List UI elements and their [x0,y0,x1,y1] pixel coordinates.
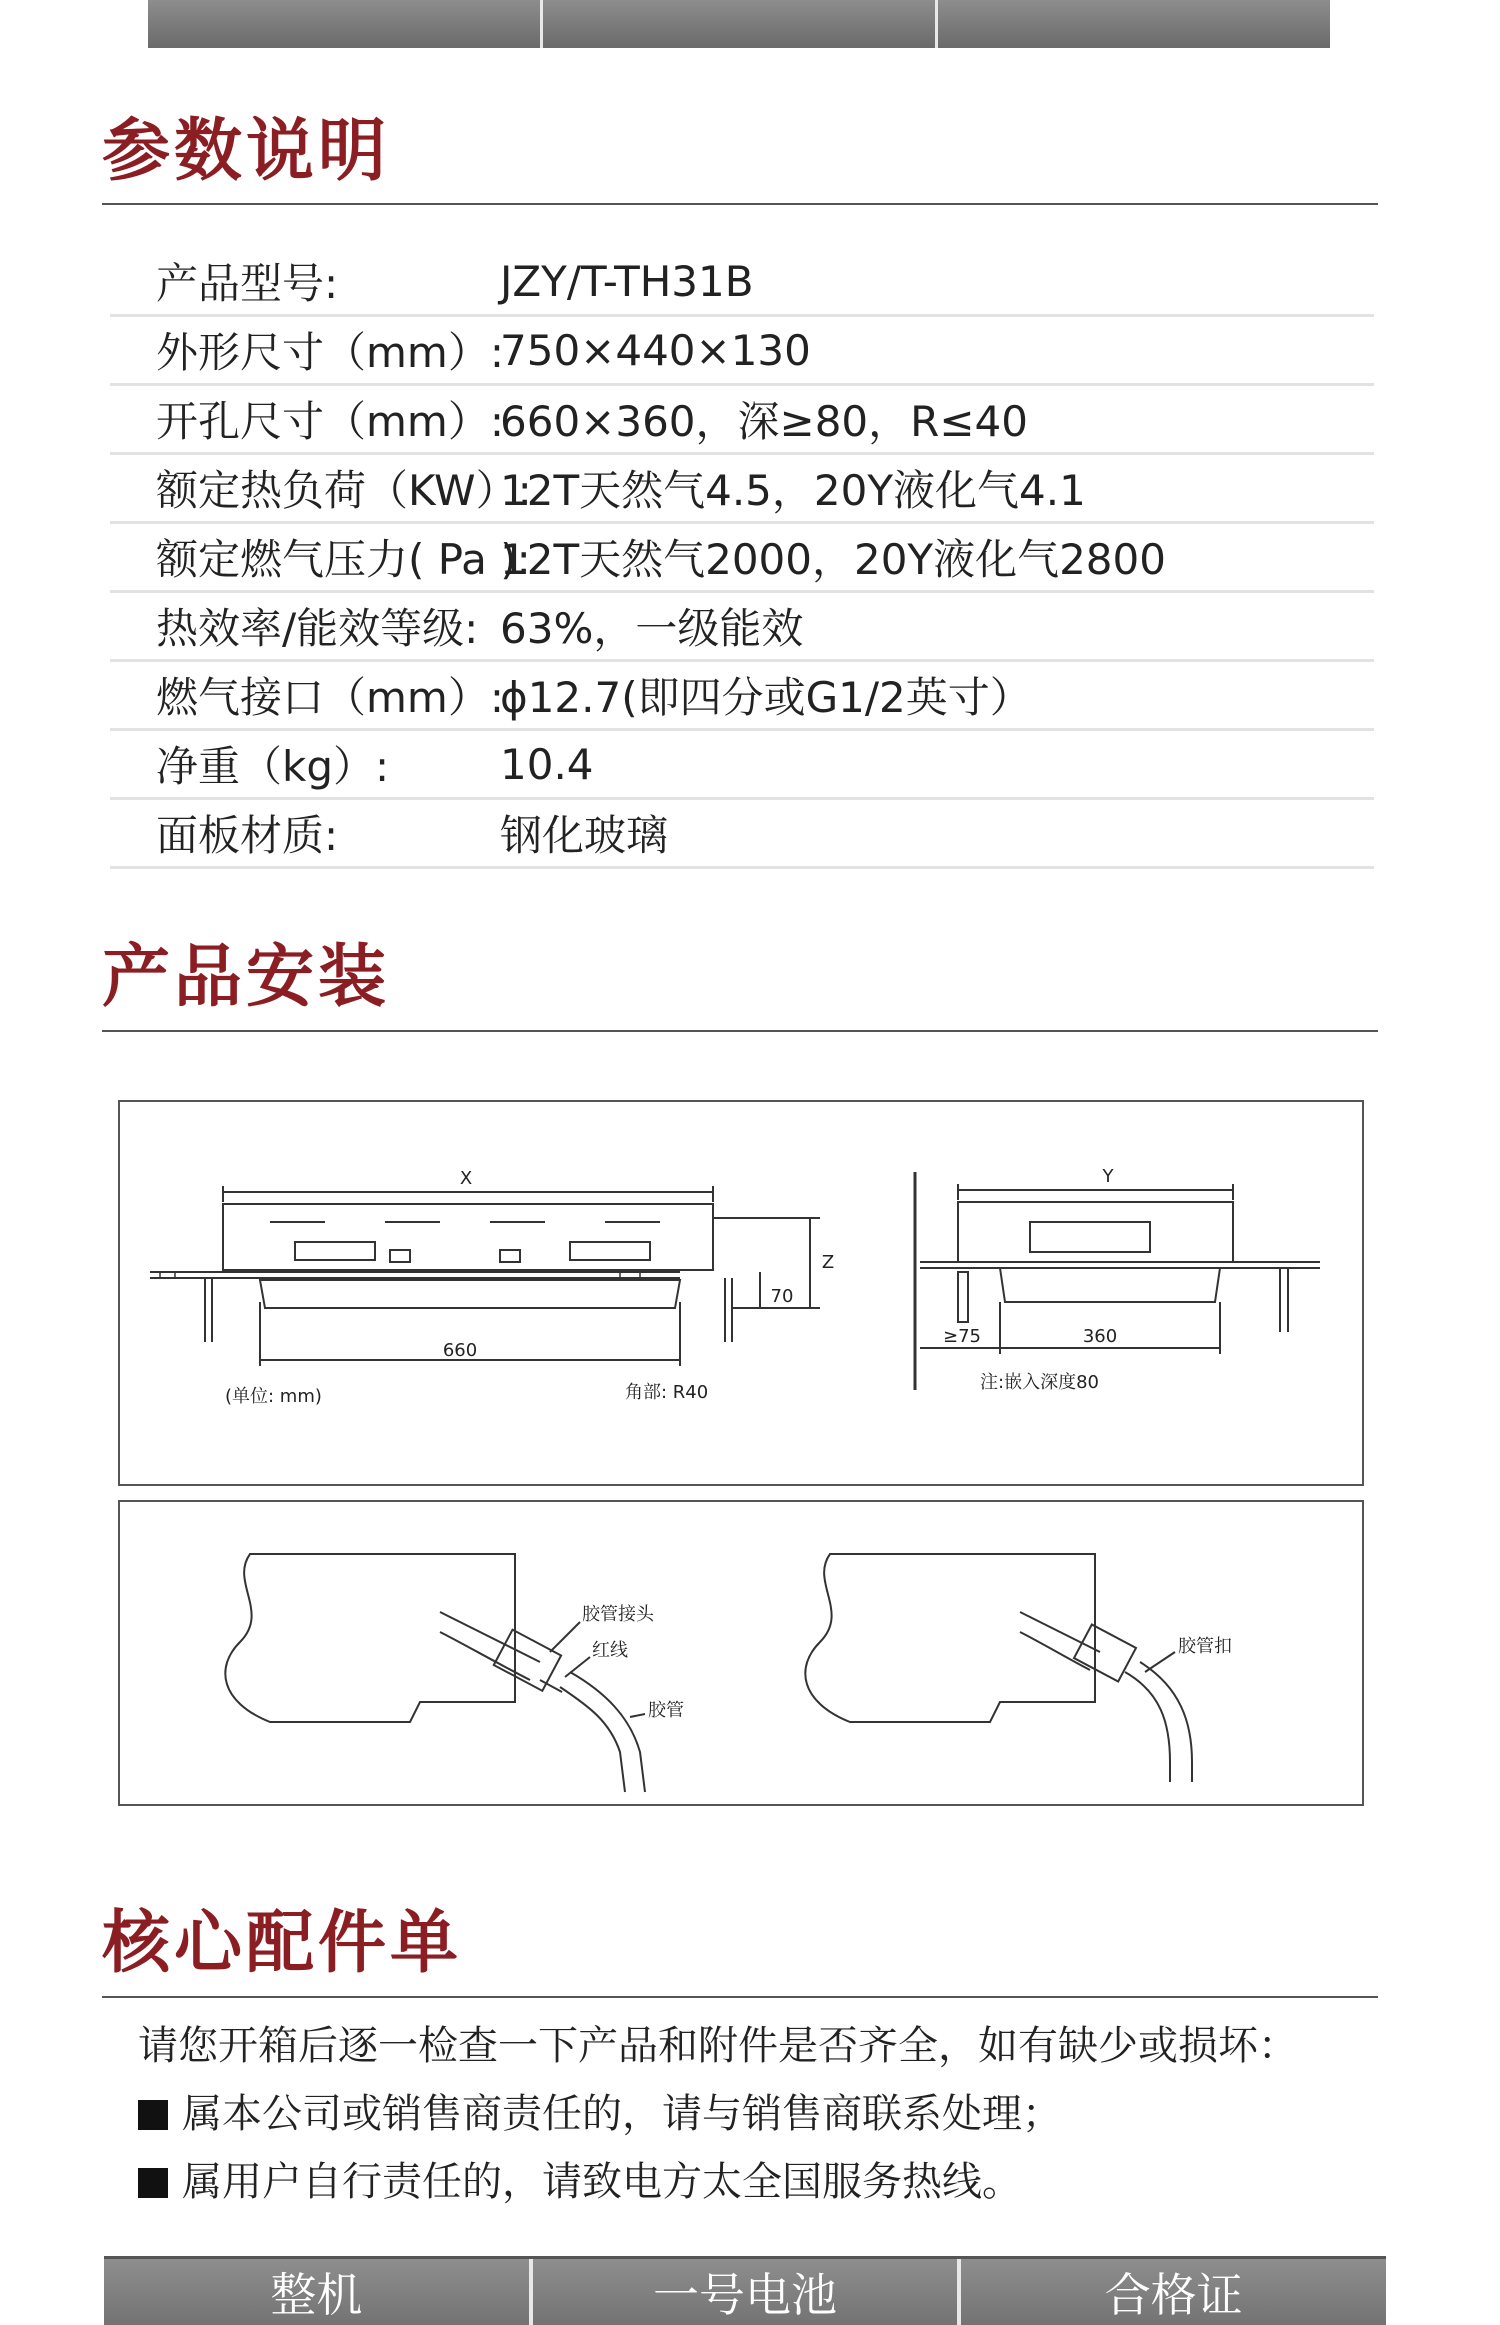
burner-left [295,1242,375,1260]
param-value: 750×440×130 [500,325,811,375]
param-label: 净重（kg）: [156,742,390,791]
param-label: 面板材质: [156,811,339,860]
label-hose-connector: 胶管接头 [582,1604,654,1625]
hose-left [560,1687,625,1792]
hob-section-right [805,1554,1095,1722]
param-value: 660×360，深≥80，R≤40 [500,397,1028,446]
dimension-660-label: 660 [442,1340,478,1361]
param-row-panel-material [110,800,1374,869]
param-row-heat-load [110,455,1374,524]
label-red-line: 红线 [592,1640,628,1661]
install-dimension-diagram [118,1100,1364,1486]
accessory-cell: 合格证 [1104,2268,1243,2322]
bullet-square-icon [138,2100,168,2130]
param-value: 12T天然气4.5，20Y液化气4.1 [500,466,1086,515]
param-value: JZY/T-TH31B [500,256,754,306]
param-row-net-weight [110,731,1374,800]
param-label: 开孔尺寸（mm）: [156,397,504,446]
corner-note: 角部: R40 [625,1382,709,1403]
param-label: 热效率/能效等级: [156,604,479,653]
parts-note-text: 属用户自行责任的，请致电方太全国服务热线。 [182,2159,1022,2205]
top-banner-segment [148,0,543,48]
hose-connector-body [494,1630,561,1691]
unit-note: (单位: mm) [225,1386,322,1407]
dimension-z-label: Z [821,1252,835,1273]
install-dimension-svg [120,1102,1362,1484]
params-section-rule [102,203,1378,205]
dimension-y-label: Y [1102,1166,1114,1187]
parts-note-item [138,2080,1298,2148]
knob-left [390,1250,410,1262]
param-row-model [110,248,1374,317]
param-row-efficiency [110,593,1374,662]
param-value: 钢化玻璃 [500,811,669,860]
param-row-dimensions [110,317,1374,386]
param-value: 63%，一级能效 [500,604,804,653]
parts-note-text: 属本公司或销售商责任的，请与销售商联系处理； [182,2091,1062,2137]
burner-right [570,1242,650,1260]
hob-bottom-shell [260,1280,680,1308]
depth-note: 注:嵌入深度80 [980,1372,1099,1393]
top-banner-segment [938,0,1330,48]
param-row-cutout [110,386,1374,455]
label-hose-clamp: 胶管扣 [1178,1636,1232,1657]
install-section-rule [102,1030,1378,1032]
param-row-gas-inlet [110,662,1374,731]
parts-section-rule [102,1996,1378,1998]
parts-intro-text: 请您开箱后逐一检查一下产品和附件是否齐全，如有缺少或损坏： [138,2023,1298,2069]
param-row-gas-pressure [110,524,1374,593]
top-banner-bar [148,0,1330,48]
dimension-75-label: ≥75 [943,1326,981,1347]
param-value: 10.4 [500,739,594,789]
label-hose: 胶管 [648,1700,684,1721]
install-section-title: 产品安装 [102,938,391,1017]
param-label: 产品型号: [156,259,339,308]
param-value: 12T天然气2000，20Y液化气2800 [500,535,1166,584]
top-banner-segment [543,0,938,48]
parts-note-item [138,2148,1298,2216]
parts-notes [138,2012,1298,2216]
param-label: 额定燃气压力( Pa ): [156,535,531,584]
param-value: ϕ12.7(即四分或G1/2英寸） [500,673,1032,722]
params-section-title: 参数说明 [102,112,391,191]
param-label: 外形尺寸（mm）: [156,328,504,377]
hose-connection-diagram [118,1500,1364,1806]
accessories-table-header [104,2256,1386,2325]
side-hob-shell [1000,1268,1220,1302]
parts-section-title: 核心配件单 [102,1904,463,1983]
param-label: 燃气接口（mm）: [156,673,504,722]
hose-right [1125,1672,1170,1782]
hose-connection-svg [120,1502,1362,1804]
hob-section-left [225,1554,515,1722]
param-label: 额定热负荷（KW）: [156,466,532,515]
accessory-cell: 一号电池 [533,2259,962,2325]
side-burner [1030,1222,1150,1252]
dimension-70-label: 70 [770,1286,794,1307]
dimension-360-label: 360 [1082,1326,1118,1347]
params-table [110,248,1374,869]
dimension-x-label: X [459,1168,473,1189]
bullet-square-icon [138,2168,168,2198]
knob-right [500,1250,520,1262]
accessory-cell: 整机 [104,2259,533,2325]
